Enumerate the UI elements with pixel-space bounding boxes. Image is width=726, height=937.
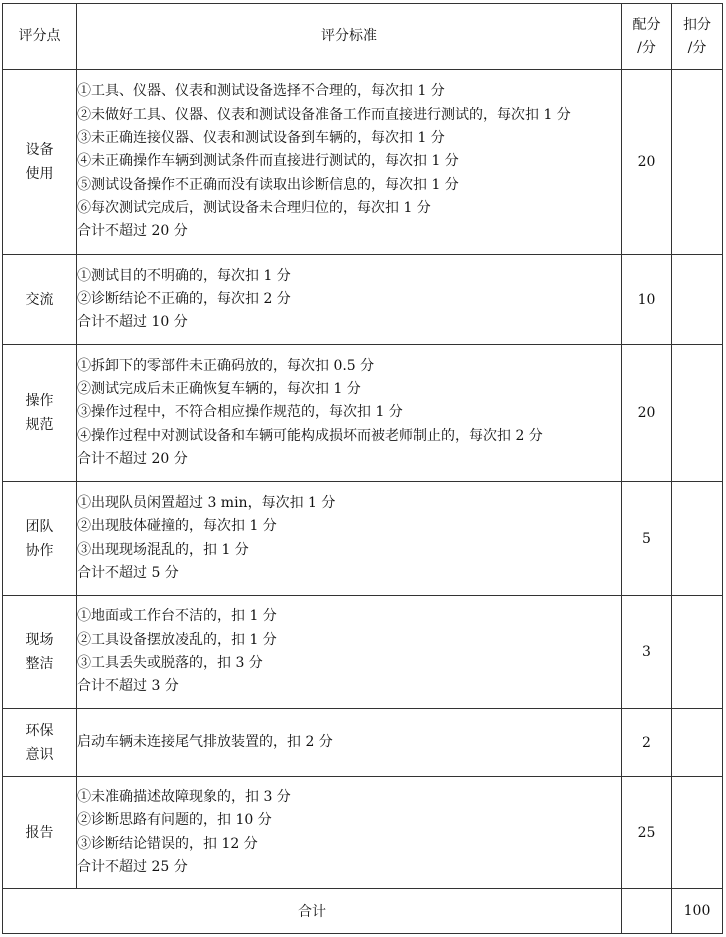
deduct-cell xyxy=(672,777,723,889)
scoring-point-cell xyxy=(3,255,77,345)
header-deduct-line-2: /分 xyxy=(687,39,707,56)
criteria-line: ⑤测试设备操作不正确而没有读取出诊断信息的，每次扣 1 分 xyxy=(77,176,459,193)
deduct-cell xyxy=(672,255,723,345)
scoring-point-text: 环保 xyxy=(25,722,54,739)
table-row xyxy=(3,255,723,345)
criteria-line: ③诊断结论错误的，扣 12 分 xyxy=(77,835,258,852)
criteria-cell xyxy=(77,777,622,889)
criteria-line: ②工具设备摆放凌乱的，扣 1 分 xyxy=(77,631,277,648)
deduct-cell xyxy=(672,345,723,482)
criteria-line: ①未准确描述故障现象的，扣 3 分 xyxy=(77,788,291,805)
table-row xyxy=(3,709,723,777)
criteria-line: 合计不超过 25 分 xyxy=(77,858,188,875)
table-body xyxy=(3,70,723,934)
header-deduct-line-1: 扣分 xyxy=(683,16,711,33)
scoring-point-cell xyxy=(3,596,77,709)
header-deduct xyxy=(672,4,723,70)
total-deduct-cell: 100 xyxy=(672,889,723,934)
criteria-line: ③工具丢失或脱落的，扣 3 分 xyxy=(77,655,263,671)
header-score-line-2: /分 xyxy=(637,39,656,56)
scoring-point-text: 现场 xyxy=(25,632,54,648)
criteria-line: 合计不超过 20 分 xyxy=(77,450,188,467)
score-cell: 20 xyxy=(622,345,672,482)
criteria-cell xyxy=(77,482,622,596)
scoring-point-text: 团队 xyxy=(25,518,54,535)
scoring-point-cell xyxy=(3,709,77,777)
deduct-cell xyxy=(672,70,723,255)
scoring-point-text: 整洁 xyxy=(25,656,54,672)
header-row xyxy=(3,4,723,70)
header-score xyxy=(622,4,672,70)
deduct-cell xyxy=(672,709,723,777)
scoring-point-text: 意识 xyxy=(25,746,54,763)
criteria-cell xyxy=(77,345,622,482)
criteria-cell xyxy=(77,596,622,709)
criteria-cell xyxy=(77,255,622,345)
scoring-point-text: 使用 xyxy=(25,166,54,182)
criteria-line: ①工具、仪器、仪表和测试设备选择不合理的，每次扣 1 分 xyxy=(77,83,445,100)
criteria-line: ②未做好工具、仪器、仪表和测试设备准备工作而直接进行测试的，每次扣 1 分 xyxy=(77,106,571,123)
criteria-line: ④操作过程中对测试设备和车辆可能构成损坏而被老师制止的，每次扣 2 分 xyxy=(77,427,543,444)
scoring-point-text: 报告 xyxy=(25,824,54,841)
scoring-point-text: 规范 xyxy=(25,417,54,433)
criteria-line: 启动车辆未连接尾气排放装置的，扣 2 分 xyxy=(77,733,333,750)
table-row xyxy=(3,345,723,482)
criteria-cell xyxy=(77,70,622,255)
criteria-line: ③出现现场混乱的，扣 1 分 xyxy=(77,541,249,558)
scoring-point-cell xyxy=(3,482,77,596)
deduct-cell xyxy=(672,482,723,596)
scoring-table xyxy=(2,3,723,934)
total-label: 合计 xyxy=(3,889,622,934)
scoring-point-cell xyxy=(3,70,77,255)
criteria-line: ⑥每次测试完成后，测试设备未合理归位的，每次扣 1 分 xyxy=(77,199,431,216)
scoring-point-cell xyxy=(3,777,77,889)
scoring-point-text: 设备 xyxy=(25,142,54,158)
criteria-line: 合计不超过 20 分 xyxy=(77,223,188,240)
table-row xyxy=(3,482,723,596)
scoring-point-text: 协作 xyxy=(25,542,54,559)
score-cell: 2 xyxy=(622,709,672,777)
criteria-line: ①拆卸下的零部件未正确码放的，每次扣 0.5 分 xyxy=(77,357,375,374)
score-cell: 10 xyxy=(622,255,672,345)
score-cell: 20 xyxy=(622,70,672,255)
deduct-cell xyxy=(672,596,723,709)
criteria-line: ②测试完成后未正确恢复车辆的，每次扣 1 分 xyxy=(77,381,361,398)
score-cell: 3 xyxy=(622,596,672,709)
table-row xyxy=(3,70,723,255)
table-row xyxy=(3,777,723,889)
scoring-point-cell xyxy=(3,345,77,482)
criteria-line: ②诊断思路有问题的，扣 10 分 xyxy=(77,812,272,829)
scoring-point-text: 交流 xyxy=(25,291,54,308)
header-criteria: 评分标准 xyxy=(77,4,622,70)
criteria-line: ③操作过程中，不符合相应操作规范的，每次扣 1 分 xyxy=(77,404,403,421)
criteria-line: ①测试目的不明确的，每次扣 1 分 xyxy=(77,267,291,284)
criteria-line: ②出现肢体碰撞的，每次扣 1 分 xyxy=(77,518,277,535)
total-row xyxy=(3,889,723,934)
criteria-line: ④未正确操作车辆到测试条件而直接进行测试的，每次扣 1 分 xyxy=(77,153,459,170)
criteria-cell xyxy=(77,709,622,777)
criteria-line: ③未正确连接仪器、仪表和测试设备到车辆的，每次扣 1 分 xyxy=(77,130,445,147)
criteria-line: 合计不超过 10 分 xyxy=(77,314,188,331)
score-cell: 5 xyxy=(622,482,672,596)
total-score-cell xyxy=(622,889,672,934)
criteria-line: ①出现队员闲置超过 3 min，每次扣 1 分 xyxy=(77,494,336,511)
scoring-point-text: 操作 xyxy=(25,393,54,409)
criteria-line: 合计不超过 3 分 xyxy=(77,678,179,695)
score-cell: 25 xyxy=(622,777,672,889)
criteria-line: ①地面或工作台不洁的，扣 1 分 xyxy=(77,608,277,625)
table-row xyxy=(3,596,723,709)
criteria-line: 合计不超过 5 分 xyxy=(77,564,179,581)
header-score-line-1: 配分 xyxy=(632,16,661,33)
criteria-line: ②诊断结论不正确的，每次扣 2 分 xyxy=(77,290,291,307)
header-point: 评分点 xyxy=(3,4,77,70)
